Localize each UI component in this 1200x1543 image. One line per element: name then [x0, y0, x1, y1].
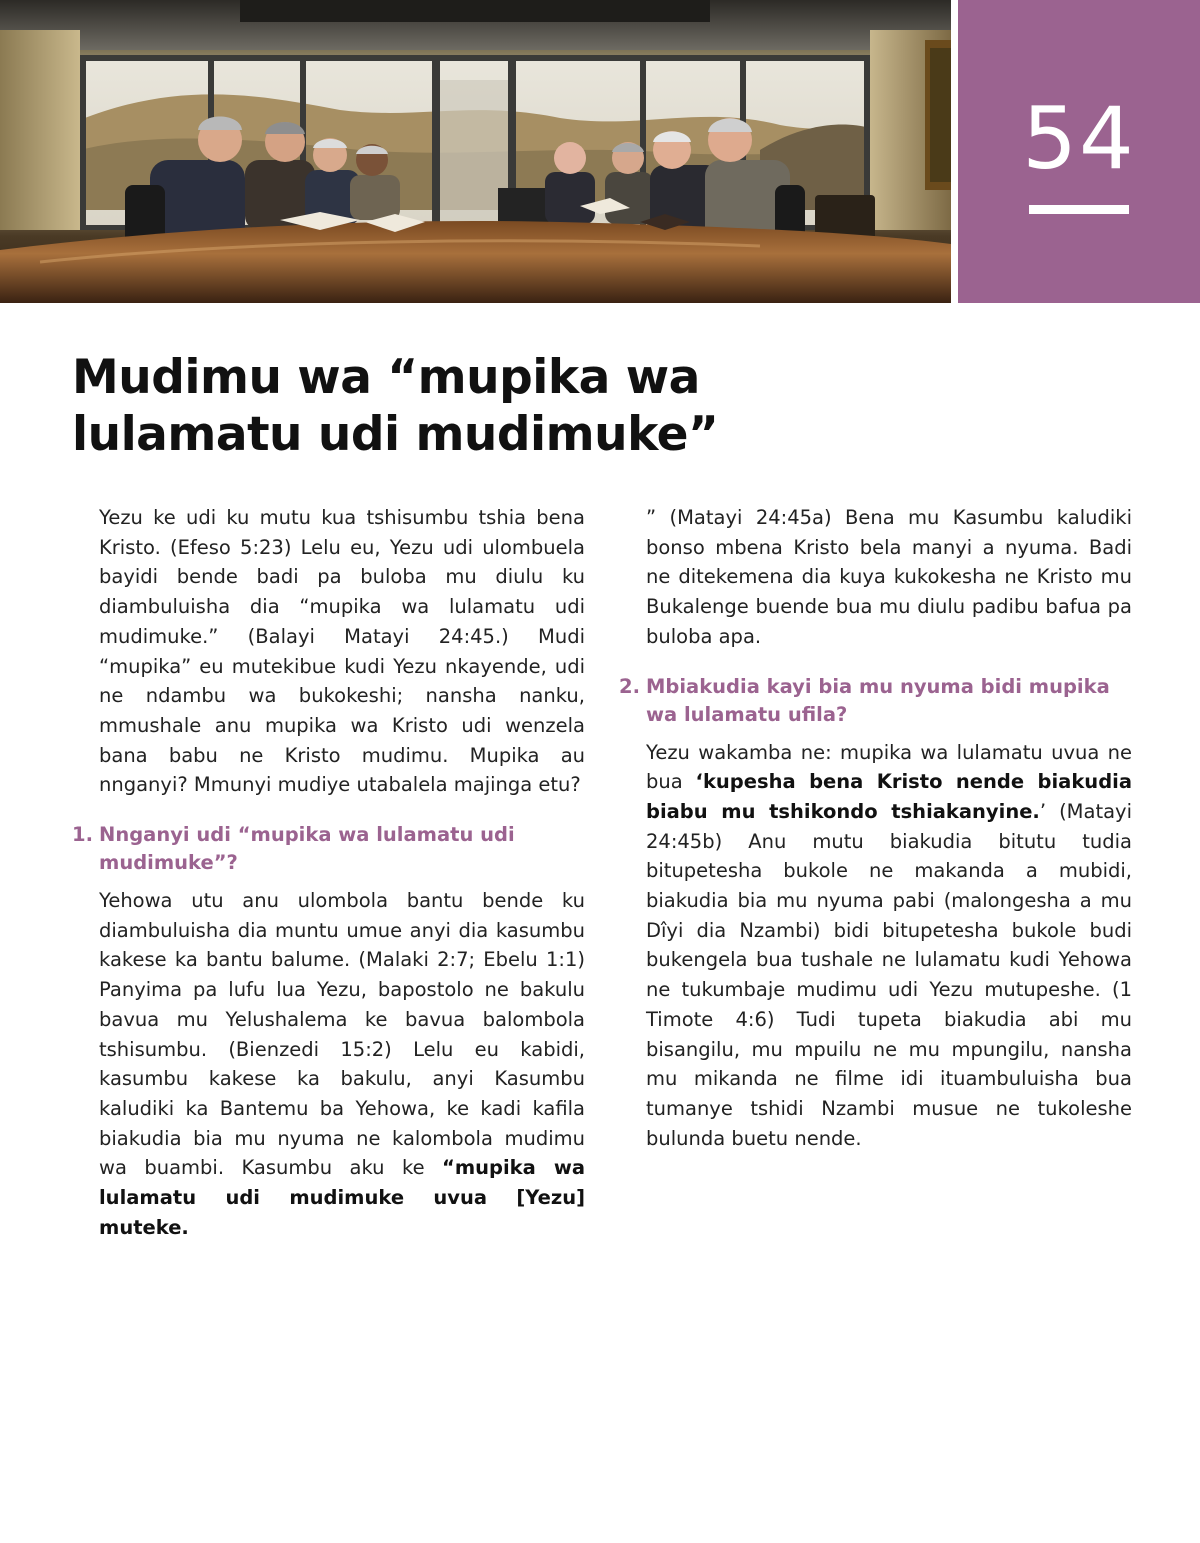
intro-text: Yezu ke udi ku mutu kua tshisumbu tshia bena Kristo. (Efeso 5:23) Lelu eu, Yezu udi ulombuela bayidi bende badi pa buloba mu diulu ku diambuluisha dia “mupika wa lulamatu udi mudimuke.” (Balayi Matayi 24:45.) Mudi “mupika” eu mutekibue kudi Yezu nkayende, udi ne ndambu wa bukokeshi; nansha nanku, mmushale anu mupika wa Kristo udi wenzela bana babu ne Kristo mudimu. Mupika au nnganyi? Mmunyi mudiye utabalela majinga etu?: [99, 506, 585, 797]
answer-1-highlight: “mupika wa lulamatu udi mudimuke uvua [Yezu] muteke.: [99, 1156, 586, 1239]
right-column: [619, 503, 1132, 1153]
left-column: [72, 503, 586, 1242]
lesson-number: 54: [1022, 89, 1136, 189]
question-2-number: 2.: [619, 674, 640, 698]
answer-2-highlight: ‘kupesha bena Kristo nende biakudia biabu mu tshikondo tshiakanyine.: [646, 770, 1132, 823]
meeting-room-illustration: [0, 0, 951, 303]
question-2: [619, 673, 1132, 729]
question-1-text: Nnganyi udi “mupika wa lulamatu udi mudimuke”?: [99, 823, 515, 875]
answer-1-text: Yehowa utu anu ulombola bantu bende ku diambuluisha dia muntu umue anyi dia kasumbu kakese ka bantu balume. (Malaki 2:7; Ebelu 1:1) Panyima pa lufu lua Yezu, bapostolo ne bakulu bavua mu Yelushalema ke bavua balombola tshisumbu. (Bienzedi 15:2) Lelu eu kabidi, kasumbu kakese ka bakulu, anyi Kasumbu kaludiki ka Bantemu ba Yehowa, ke kadi kafila biakudia bia mu nyuma ne kalombola mudimu wa buambi. Kasumbu aku ke: [99, 889, 585, 1180]
answer-1-text-end: ” (Matayi 24:45a) Bena mu Kasumbu kaludiki bonso mbena Kristo bela manyi a nyuma. Badi ne ditekemena dia kuya kukokesha ne Kristo mu Bukalenge buende bua mu diulu padibu bafua pa buloba apa.: [646, 506, 1132, 648]
lesson-number-badge: [958, 0, 1200, 303]
answer-1-continued: [646, 503, 1132, 652]
intro-paragraph: [99, 503, 585, 800]
question-1-number: 1.: [72, 823, 93, 847]
question-2-text: Mbiakudia kayi bia mu nyuma bidi mupika wa lulamatu ufila?: [646, 674, 1110, 726]
answer-2-paragraph: [646, 738, 1132, 1154]
question-1: [72, 821, 585, 877]
answer-1-paragraph: [99, 886, 585, 1242]
answer-2-text: Yezu wakamba ne: mupika wa lulamatu uvua ne bua: [646, 740, 1132, 794]
badge-underline: [1029, 205, 1129, 214]
hero-photo: [0, 0, 951, 303]
lesson-title: Mudimu wa “mupika wa lulamatu udi mudimuke”: [72, 350, 719, 462]
answer-2-text-end: ’ (Matayi 24:45b) Anu mutu biakudia bitutu tudia bitupetesha bukole ne makanda a mubidi, biakudia bia mu nyuma pabi (malongesha a mu Dîyi dia Nzambi) bidi bitupetesha bukole budi bukengela bua tushale ne lulamatu kudi Yehowa ne tukumbaje mudimu udi Yezu mutupeshe. (1 Timote 4:6) Tudi tupeta biakudia abi mu bisangilu, mu mpuilu ne mu mpungilu, nansha mu mikanda ne filme idi ituambuluisha bua tumanye tshidi Nzambi musue ne tukoleshe bulunda buetu nende.: [646, 799, 1132, 1150]
